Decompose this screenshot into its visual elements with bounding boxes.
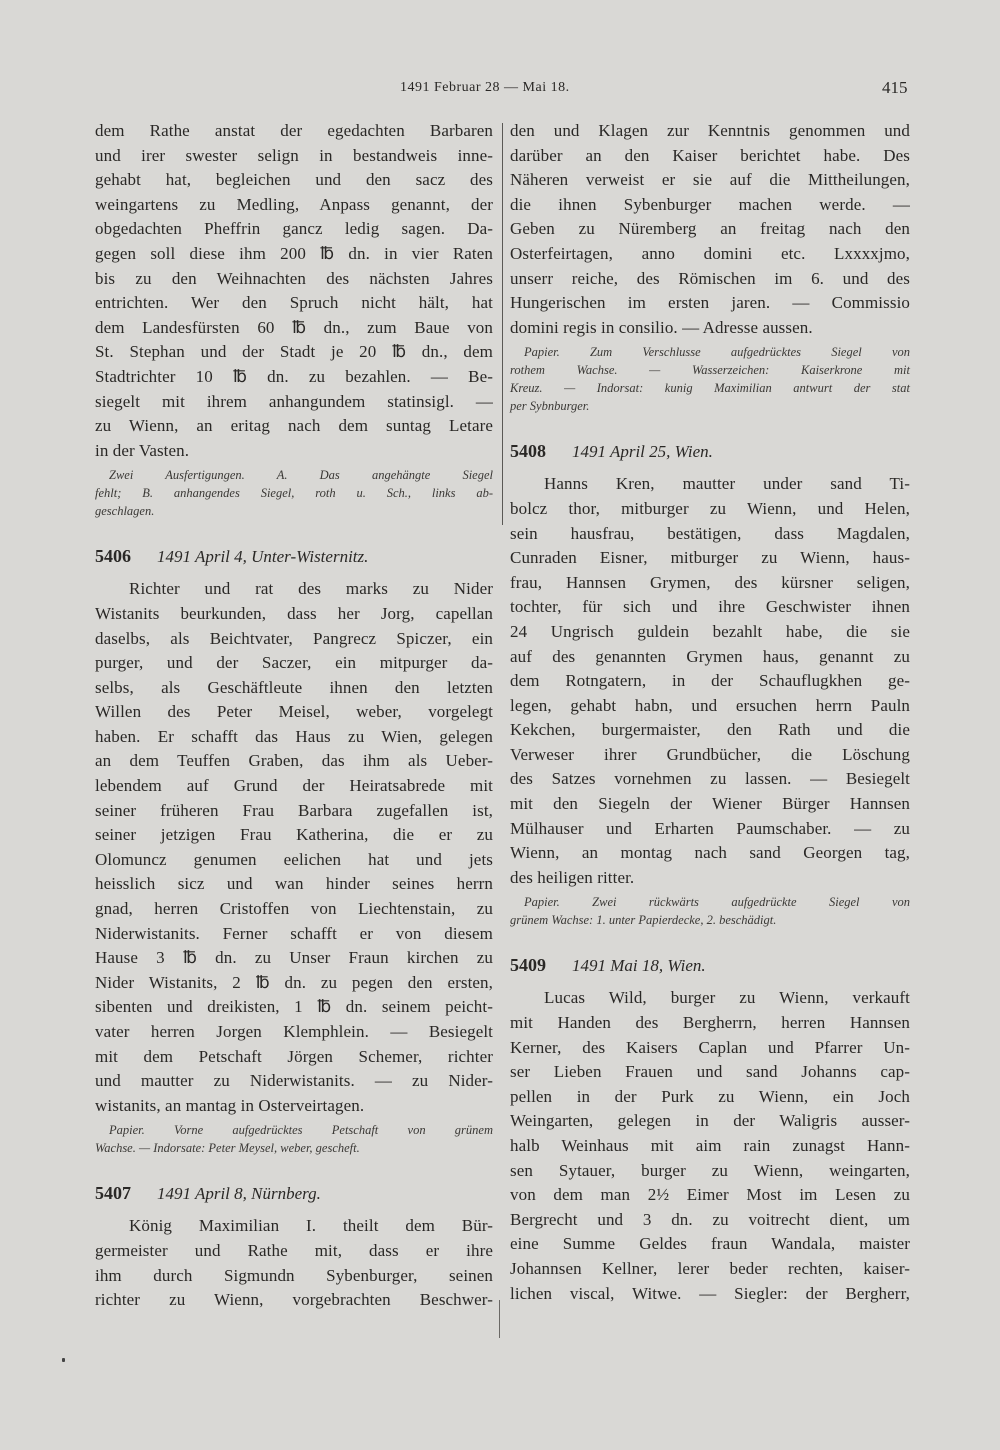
- note-line: rothem Wachse. — Wasserzeichen: Kaiserkrone mit: [510, 363, 910, 378]
- text-line: seiner jetzigen Frau Katherina, die er zu: [95, 825, 493, 845]
- text-line: dem Landesfürsten 60 ℔ dn., zum Baue von: [95, 317, 493, 337]
- text-line: selbs, als Geschäftleute ihnen den letzten: [95, 677, 493, 697]
- running-head: [0, 80, 1000, 104]
- text-line: lebendem auf Grund der Heiratsabrede mit: [95, 776, 493, 796]
- entry-date: 1491 April 25, Wien.: [572, 442, 713, 462]
- text-line: den und Klagen zur Kenntnis genommen und: [510, 121, 910, 140]
- note-line: Kreuz. — Indorsat: kunig Maximilian antwurt der stat: [510, 381, 910, 396]
- entry-5408-text: [510, 472, 910, 890]
- column-rule-bottom: [499, 1300, 500, 1338]
- entry-date: 1491 April 4, Unter-Wisternitz.: [157, 547, 369, 567]
- text-line: Lucas Wild, burger zu Wienn, verkauft: [544, 988, 910, 1008]
- text-line: gnad, herren Cristoffen von Liechtenstain, zu: [95, 899, 493, 919]
- entry-date: 1491 Mai 18, Wien.: [572, 956, 706, 976]
- note-line: per Sybnburger.: [510, 399, 590, 414]
- text-line: Stadtrichter 10 ℔ dn. zu bezahlen. — Be-: [95, 366, 493, 386]
- text-line: Wistanits beurkunden, dass her Jorg, capellan: [95, 603, 493, 623]
- text-line: Cunraden Eisner, mitburger zu Wienn, haus-: [510, 548, 910, 568]
- text-line: und mautter zu Niderwistanits. — zu Nider-: [95, 1071, 493, 1091]
- text-line: gehabt hat, begleichen und den sacz des: [95, 170, 493, 190]
- text-line: Hause 3 ℔ dn. zu Unser Fraun kirchen zu: [95, 948, 493, 968]
- text-line: seiner früheren Frau Barbara zugefallen ist,: [95, 800, 493, 820]
- text-line: sibenten und dreikisten, 1 ℔ dn. seinem peicht-: [95, 997, 493, 1017]
- text-line: in der Vasten.: [95, 440, 190, 460]
- text-line: halb Weinhaus mit aim rain zunagst Hann-: [510, 1136, 910, 1155]
- text-line: ihm durch Sigmundn Sybenburger, seinen: [95, 1265, 493, 1285]
- note-line: Papier. Zwei rückwärts aufgedrückte Siegel von: [524, 895, 910, 910]
- text-line: 24 Ungrisch guldein bezahlt habe, die sie: [510, 621, 910, 641]
- entry-5406-text: [95, 577, 493, 1118]
- running-head-dates: 1491 Februar 28 — Mai 18.: [400, 80, 570, 95]
- text-line: St. Stephan und der Stadt je 20 ℔ dn., dem: [95, 342, 493, 362]
- text-line: des heiligen ritter.: [510, 867, 635, 887]
- text-line: lichen viscal, Witwe. — Siegler: der Bergherr,: [510, 1283, 910, 1303]
- text-line: mit Handen des Bergherrn, herren Hannsen: [510, 1013, 910, 1033]
- entry-heading-5406: [95, 544, 493, 569]
- note-line: geschlagen.: [95, 504, 155, 519]
- text-line: pellen in der Purk zu Wienn, ein Joch: [510, 1086, 910, 1106]
- text-line: legen, gehabt habn, und ersuchen herrn Pauln: [510, 695, 910, 715]
- text-line: die ihnen Sybenburger machen werde. —: [510, 194, 910, 214]
- entry-heading-5407: [95, 1181, 493, 1206]
- text-line: frau, Hannsen Grymen, des kürsner seligen,: [510, 572, 910, 592]
- text-line: eine Summe Geldes fraun Wandala, maister: [510, 1234, 910, 1254]
- entry-5409-text: [510, 986, 910, 1306]
- text-line: gegen soll diese ihm 200 ℔ dn. in vier Raten: [95, 243, 493, 263]
- continued-entry-text: [95, 119, 493, 463]
- text-line: Verweser ihrer Grundbücher, die Löschung: [510, 744, 910, 764]
- text-line: Richter und rat des marks zu Nider: [129, 579, 493, 599]
- entry-number: 5406: [95, 546, 131, 567]
- continued-entry-text: [510, 119, 910, 340]
- text-line: Osterfeirtagen, anno domini etc. Lxxxxjmo,: [510, 243, 910, 263]
- entry-heading-5408: [510, 439, 910, 464]
- note-line: Papier. Vorne aufgedrücktes Petschaft von grünem: [109, 1123, 493, 1138]
- note-line: fehlt; B. anhangendes Siegel, roth u. Sch., links ab-: [95, 486, 493, 501]
- entry-number: 5408: [510, 441, 546, 462]
- entry-5408-note: [510, 893, 910, 929]
- text-line: domini regis in consilio. — Adresse aussen.: [510, 317, 813, 337]
- text-line: ser Lieben Frauen und sand Johanns cap-: [510, 1062, 910, 1082]
- text-line: purger, und der Saczer, ein mitpurger da-: [95, 653, 493, 673]
- entry-5407-text: [95, 1214, 493, 1312]
- note-line: Wachse. — Indorsate: Peter Meysel, weber, gescheft.: [95, 1141, 360, 1156]
- text-line: Bergrecht und 3 dn. zu voitrecht dient, um: [510, 1209, 910, 1229]
- text-line: Niderwistanits. Ferner schafft er von diesem: [95, 923, 493, 943]
- text-line: unserr reiche, des Römischen im 6. und des: [510, 268, 910, 288]
- text-line: mit den Siegeln der Wiener Bürger Hannsen: [510, 794, 910, 814]
- column-rule: [502, 123, 503, 525]
- text-line: Geben zu Nüremberg an freitag nach den: [510, 219, 910, 239]
- entry-heading-5409: [510, 953, 910, 978]
- text-line: Weingarten, gelegen in der Waligris ausser-: [510, 1111, 910, 1131]
- entry-5406-note: [95, 1121, 493, 1157]
- continued-entry-note: [95, 466, 493, 520]
- text-line: Kerner, des Kaisers Caplan und Pfarrer Un-: [510, 1037, 910, 1057]
- text-line: an dem Teuffen Graben, das ihm als Ueber-: [95, 751, 493, 771]
- text-line: Kekchen, burgermaister, den Rath und die: [510, 720, 910, 740]
- text-line: von dem man 2½ Eimer Most im Lesen zu: [510, 1185, 910, 1205]
- text-line: entrichten. Wer den Spruch nicht hält, hat: [95, 293, 493, 313]
- text-line: des Satzes vornehmen zu lassen. — Besiegelt: [510, 769, 910, 789]
- text-line: bolcz thor, mitburger zu Wienn, und Helen,: [510, 498, 910, 518]
- text-line: wistanits, an mantag in Osterveirtagen.: [95, 1095, 365, 1115]
- text-line: zu Wienn, an eritag nach dem suntag Letare: [95, 416, 493, 436]
- text-line: weingartens zu Medling, Anpass genannt, der: [95, 194, 493, 214]
- text-line: Nider Wistanits, 2 ℔ dn. zu pegen den ersten,: [95, 972, 493, 992]
- text-line: auf des genannten Grymen haus, genannt zu: [510, 646, 910, 666]
- text-line: Näheren verweist er sie auf die Mittheilungen,: [510, 170, 910, 190]
- text-line: sen Sytauer, burger zu Wienn, weingarten,: [510, 1160, 910, 1180]
- page-number: 415: [882, 78, 908, 97]
- text-line: darüber an den Kaiser berichtet habe. Des: [510, 145, 910, 165]
- entry-number: 5409: [510, 955, 546, 976]
- continued-entry-note: [510, 343, 910, 415]
- entry-date: 1491 April 8, Nürnberg.: [157, 1184, 321, 1204]
- text-line: heisslich sicz und wan hinder seines herrn: [95, 874, 493, 894]
- text-line: Hungerischen im ersten jaren. — Commissio: [510, 293, 910, 313]
- text-line: obgedachten Pheffrin gancz ledig sagen. Da-: [95, 219, 493, 239]
- paper-speck: [62, 1358, 65, 1362]
- text-line: Hanns Kren, mautter under sand Ti-: [544, 474, 910, 494]
- text-line: Wienn, an montag nach sand Georgen tag,: [510, 843, 910, 863]
- text-line: König Maximilian I. theilt dem Bür-: [129, 1216, 493, 1236]
- text-line: haben. Er schafft das Haus zu Wien, gelegen: [95, 726, 493, 746]
- text-line: bis zu den Weihnachten des nächsten Jahres: [95, 268, 493, 288]
- text-line: siegelt mit ihrem anhangundem statinsigl. —: [95, 391, 493, 411]
- left-column: [95, 119, 493, 1313]
- text-line: Johannsen Kellner, lerer beder rechten, kaiser-: [510, 1258, 910, 1278]
- text-line: tochter, für sich und ihre Geschwister ihnen: [510, 597, 910, 617]
- note-line: Zwei Ausfertigungen. A. Das angehängte Siegel: [109, 468, 493, 483]
- text-line: dem Rotngatern, in der Schauflugkhen ge-: [510, 671, 910, 691]
- text-line: Olomuncz genumen eelichen hat und jets: [95, 849, 493, 869]
- text-line: Mülhauser und Erharten Paumschaber. — zu: [510, 818, 910, 838]
- note-line: grünem Wachse: 1. unter Papierdecke, 2. beschädigt.: [510, 913, 777, 928]
- text-line: vater herren Jorgen Klemphlein. — Besiegelt: [95, 1022, 493, 1041]
- right-column: [510, 119, 910, 1306]
- text-line: und irer swester selign in bestandweis inne-: [95, 145, 493, 165]
- text-line: mit dem Petschaft Jörgen Schemer, richter: [95, 1046, 493, 1066]
- text-line: sein hausfrau, bestätigen, dass Magdalen,: [510, 523, 910, 543]
- text-line: Willen des Peter Meisel, weber, vorgelegt: [95, 702, 493, 722]
- text-line: daselbs, als Beichtvater, Pangrecz Spiczer, ein: [95, 628, 493, 648]
- text-line: germeister und Rathe mit, dass er ihre: [95, 1240, 493, 1260]
- note-line: Papier. Zum Verschlusse aufgedrücktes Siegel von: [524, 345, 910, 360]
- entry-number: 5407: [95, 1183, 131, 1204]
- text-line: dem Rathe anstat der egedachten Barbaren: [95, 121, 493, 140]
- text-line: richter zu Wienn, vorgebrachten Beschwer-: [95, 1290, 493, 1310]
